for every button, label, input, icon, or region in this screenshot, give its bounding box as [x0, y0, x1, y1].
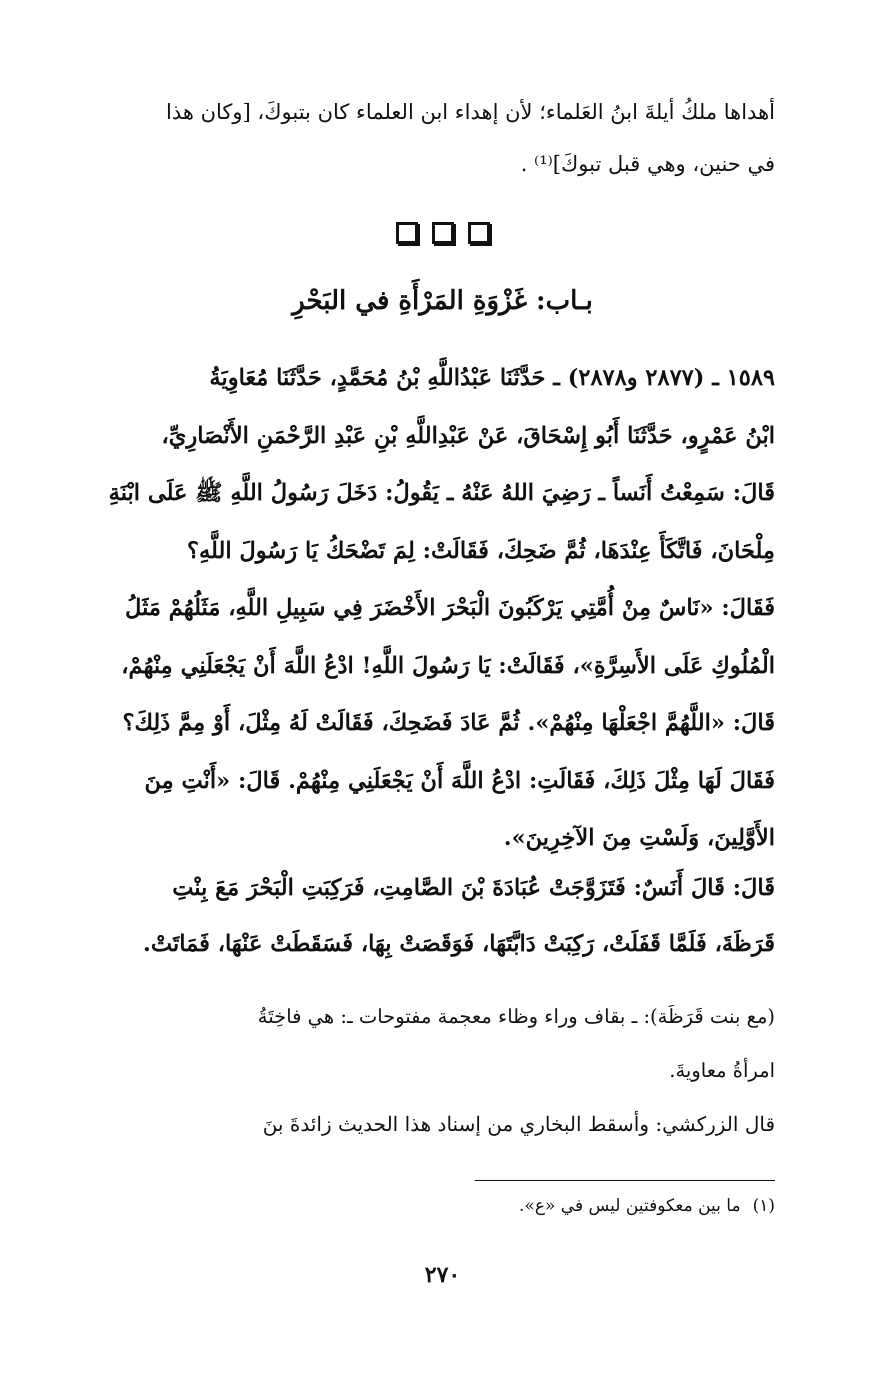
zarkashi-paragraph	[68, 1104, 775, 1144]
page-number: ٢٧٠	[424, 1262, 461, 1288]
chapter-heading: بـاب: غَزْوَةِ المَرْأَةِ في البَحْرِ	[292, 286, 593, 316]
square-ornament-icon	[396, 222, 418, 244]
text-line: امرأةُ معاويةَ.	[669, 1059, 775, 1082]
intro-paragraph	[68, 86, 775, 190]
square-ornament-icon	[432, 222, 454, 244]
text-line: فَقَالَ لَهَا مِثْلَ ذَلِكَ، فَقَالَتِ: ادْعُ اللَّهَ أَنْ يَجْعَلَنِي مِنْهُمْ. قَالَ: «أَنْتِ مِنَ	[144, 767, 775, 794]
text-line: أهداها ملكُ أيلةَ ابنُ العَلماء؛ لأن إهداء ابن العلماء كان بتبوكَ، [وكان هذا	[166, 100, 775, 124]
text-line: ابْنُ عَمْرٍو، حَدَّثَنَا أَبُو إِسْحَاقَ، عَنْ عَبْدِاللَّهِ بْنِ عَبْدِ الرَّحْمَنِ الأَنْصَارِيِّ،	[161, 422, 775, 449]
footnote-number: (١)	[752, 1196, 775, 1216]
text-line: قال الزركشي: وأسقط البخاري من إسناد هذا الحديث زائدةَ بنَ	[262, 1112, 775, 1136]
text-line: ١٥٨٩ ـ (٢٨٧٧ و٢٨٧٨) ـ حَدَّثَنَا عَبْدُاللَّهِ بْنُ مُحَمَّدٍ، حَدَّثَنَا مُعَاوِيَةُ	[209, 365, 775, 391]
square-ornament-icon	[468, 222, 490, 244]
section-separator	[0, 222, 885, 244]
text-line: مِلْحَانَ، فَاتَّكَأَ عِنْدَهَا، ثُمَّ ضَحِكَ، فَقَالَتْ: لِمَ تَضْحَكُ يَا رَسُولَ اللَّهِ؟	[187, 537, 775, 564]
footnote	[519, 1196, 775, 1216]
text-line: قَالَ: قَالَ أَنَسٌ: فَتَزَوَّجَتْ عُبَادَةَ بْنَ الصَّامِتِ، فَرَكِبَتِ الْبَحْرَ مَعَ بِنْتِ	[172, 875, 775, 901]
text-line: الْمُلُوكِ عَلَى الأَسِرَّةِ»، فَقَالَتْ: يَا رَسُولَ اللَّهِ! ادْعُ اللَّهَ أَنْ يَجْعَلَنِي مِنْهُمْ،	[121, 652, 775, 679]
text-line: قَالَ: سَمِعْتُ أَنَساً ـ رَضِيَ اللهُ عَنْهُ ـ يَقُولُ: دَخَلَ رَسُولُ اللَّهِ ﷺ عَلَى ابْنَةِ	[108, 480, 775, 506]
text-line: قَرَظَةَ، فَلَمَّا قَفَلَتْ، رَكِبَتْ دَابَّتَهَا، فَوَقَصَتْ بِهَا، فَسَقَطَتْ عَنْهَا، فَمَاتَتْ.	[143, 931, 775, 957]
commentary-note	[68, 990, 775, 1098]
text-line: فَقَالَ: «نَاسٌ مِنْ أُمَّتِي يَرْكَبُونَ الْبَحْرَ الأَخْضَرَ فِي سَبِيلِ اللَّهِ، مَثَلُهُمْ مَثَلُ	[125, 595, 775, 621]
footnote-divider	[475, 1180, 775, 1181]
text-line: الأَوَّلِينَ، وَلَسْتِ مِنَ الآخِرِينَ».	[503, 825, 775, 851]
anas-paragraph	[68, 860, 775, 972]
hadith-text	[68, 350, 775, 868]
text-line: قَالَ: «اللَّهُمَّ اجْعَلْهَا مِنْهُمْ». ثُمَّ عَادَ فَضَحِكَ، فَقَالَتْ لَهُ مِثْلَ، أَوْ مِمَّ ذَلِكَ؟	[122, 710, 775, 736]
text-line: في حنين، وهي قبل تبوكَ]⁽¹⁾ .	[520, 152, 775, 176]
text-line: (مع بنت قَرَظَة): ـ بقاف وراء وظاء معجمة مفتوحات ـ: هي فاخِتَةُ	[257, 1005, 775, 1028]
footnote-text: ما بين معكوفتين ليس في «ع».	[519, 1196, 741, 1216]
